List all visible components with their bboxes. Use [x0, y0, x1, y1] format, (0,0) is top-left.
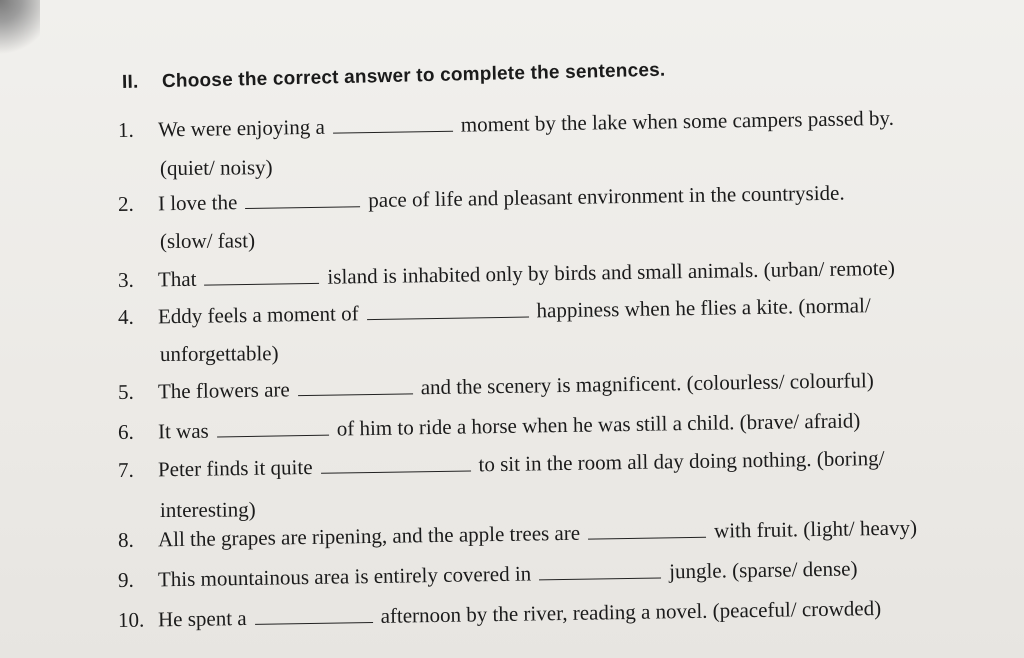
question-text-after: of him to ride a horse when he was still a child. (brave/ afraid) — [336, 408, 861, 441]
question-number: 1. — [117, 117, 134, 142]
answer-blank[interactable] — [321, 469, 471, 473]
question-text-after: jungle. (sparse/ dense) — [668, 556, 858, 584]
answer-blank[interactable] — [205, 282, 320, 286]
question-5 — [118, 368, 874, 405]
question-text-before: It was — [157, 418, 209, 444]
question-9 — [118, 556, 858, 593]
question-text-before: He spent a — [157, 605, 247, 632]
question-number: 4. — [117, 304, 134, 329]
answer-blank[interactable] — [298, 392, 413, 396]
question-text-before: All the grapes are ripening, and the apple trees are — [157, 520, 581, 552]
question-text-after: island is inhabited only by birds and small animals. (urban/ remote) — [327, 255, 896, 289]
question-number: 8. — [117, 527, 134, 552]
question-text-before: We were enjoying a — [157, 114, 325, 142]
question-text-after: moment by the lake when some campers passed by. — [460, 105, 895, 137]
question-1 — [118, 106, 894, 143]
question-text-before: I love the — [157, 190, 238, 216]
question-number: 7. — [117, 457, 134, 482]
question-number: 9. — [117, 567, 134, 592]
question-text-before: This mountainous area is entirely covered in — [157, 561, 532, 592]
answer-blank[interactable] — [539, 576, 661, 580]
question-7-options: interesting) — [159, 497, 256, 522]
question-text-after: pace of life and pleasant environment in the countryside. — [368, 180, 845, 213]
question-text-after: afternoon by the river, reading a novel. (peaceful/ crowded) — [380, 596, 882, 628]
answer-blank[interactable] — [245, 205, 360, 209]
question-2 — [118, 181, 845, 217]
answer-blank[interactable] — [588, 536, 706, 540]
question-text-after: to sit in the room all day doing nothing. (boring/ — [478, 445, 885, 477]
answer-blank[interactable] — [367, 316, 529, 321]
question-text-after: happiness when he flies a kite. (normal/ — [536, 293, 871, 323]
section-number: II. — [121, 71, 139, 93]
question-6 — [118, 408, 861, 445]
question-text-before: Eddy feels a moment of — [157, 301, 359, 329]
question-4 — [118, 293, 871, 330]
question-10 — [118, 596, 882, 633]
question-number: 5. — [117, 379, 134, 404]
question-4-options: unforgettable) — [159, 341, 279, 366]
question-text-after: and the scenery is magnificent. (colourless/ colourful) — [420, 368, 874, 400]
question-number: 3. — [117, 267, 134, 292]
question-text-before: Peter finds it quite — [157, 454, 313, 482]
answer-blank[interactable] — [333, 130, 453, 134]
question-text-after: with fruit. (light/ heavy) — [713, 515, 918, 543]
section-heading — [122, 60, 666, 94]
question-number: 2. — [117, 191, 134, 216]
question-text-before: That — [157, 266, 197, 292]
question-number: 6. — [117, 419, 134, 444]
question-3 — [118, 256, 895, 293]
question-7 — [118, 446, 885, 483]
question-2-options: (slow/ fast) — [159, 228, 256, 253]
answer-blank[interactable] — [255, 621, 373, 625]
question-1-options: (quiet/ noisy) — [159, 155, 273, 180]
section-instruction: Choose the correct answer to complete the sentences. — [161, 59, 666, 93]
question-number: 10. — [117, 607, 145, 632]
question-text-before: The flowers are — [157, 377, 290, 404]
page-corner-shadow — [0, 0, 40, 60]
answer-blank[interactable] — [217, 434, 329, 438]
